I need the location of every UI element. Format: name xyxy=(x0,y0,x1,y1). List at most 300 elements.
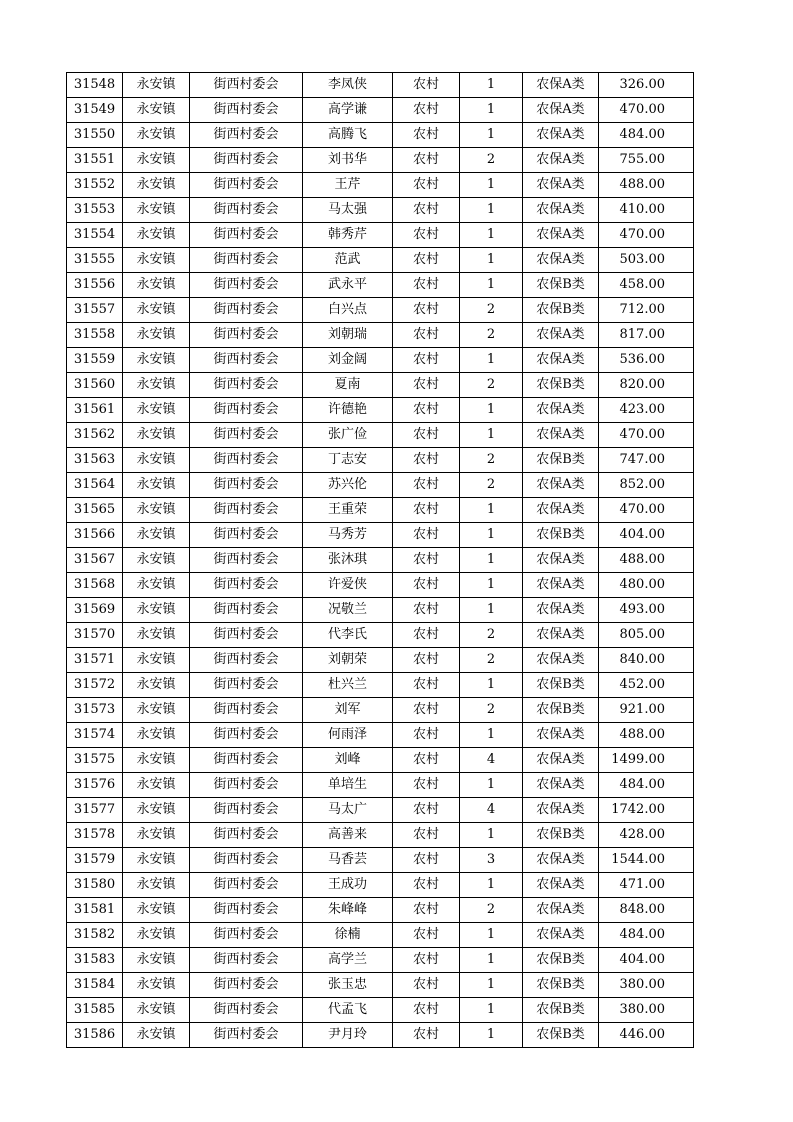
household-type-cell: 农村 xyxy=(393,373,460,398)
amount-cell: 470.00 xyxy=(599,223,694,248)
household-type-cell: 农村 xyxy=(393,948,460,973)
household-type-cell: 农村 xyxy=(393,623,460,648)
insurance-category-cell: 农保B类 xyxy=(523,673,599,698)
village-committee-cell: 街西村委会 xyxy=(190,648,303,673)
household-type-cell: 农村 xyxy=(393,173,460,198)
serial-number-cell: 31575 xyxy=(67,748,123,773)
amount-cell: 470.00 xyxy=(599,498,694,523)
town-cell: 永安镇 xyxy=(123,298,190,323)
table-row xyxy=(67,473,694,498)
amount-cell: 404.00 xyxy=(599,523,694,548)
amount-cell: 747.00 xyxy=(599,448,694,473)
insurance-category-cell: 农保A类 xyxy=(523,98,599,123)
town-cell: 永安镇 xyxy=(123,673,190,698)
table-row xyxy=(67,198,694,223)
person-name-cell: 白兴点 xyxy=(303,298,393,323)
table-row xyxy=(67,423,694,448)
table-row xyxy=(67,98,694,123)
village-committee-cell: 街西村委会 xyxy=(190,1023,303,1048)
insurance-category-cell: 农保B类 xyxy=(523,373,599,398)
household-type-cell: 农村 xyxy=(393,198,460,223)
amount-cell: 1499.00 xyxy=(599,748,694,773)
person-count-cell: 1 xyxy=(460,998,523,1023)
serial-number-cell: 31563 xyxy=(67,448,123,473)
town-cell: 永安镇 xyxy=(123,448,190,473)
village-committee-cell: 街西村委会 xyxy=(190,898,303,923)
village-committee-cell: 街西村委会 xyxy=(190,448,303,473)
village-committee-cell: 街西村委会 xyxy=(190,823,303,848)
person-name-cell: 范武 xyxy=(303,248,393,273)
insurance-category-cell: 农保A类 xyxy=(523,898,599,923)
amount-cell: 852.00 xyxy=(599,473,694,498)
amount-cell: 1742.00 xyxy=(599,798,694,823)
insurance-category-cell: 农保A类 xyxy=(523,773,599,798)
table-row xyxy=(67,823,694,848)
person-name-cell: 丁志安 xyxy=(303,448,393,473)
amount-cell: 470.00 xyxy=(599,423,694,448)
amount-cell: 484.00 xyxy=(599,923,694,948)
person-count-cell: 2 xyxy=(460,298,523,323)
serial-number-cell: 31558 xyxy=(67,323,123,348)
town-cell: 永安镇 xyxy=(123,273,190,298)
household-type-cell: 农村 xyxy=(393,648,460,673)
village-committee-cell: 街西村委会 xyxy=(190,698,303,723)
person-name-cell: 代孟飞 xyxy=(303,998,393,1023)
table-row xyxy=(67,723,694,748)
village-committee-cell: 街西村委会 xyxy=(190,998,303,1023)
village-committee-cell: 街西村委会 xyxy=(190,598,303,623)
insurance-category-cell: 农保A类 xyxy=(523,398,599,423)
household-type-cell: 农村 xyxy=(393,298,460,323)
village-committee-cell: 街西村委会 xyxy=(190,198,303,223)
table-row xyxy=(67,348,694,373)
person-count-cell: 1 xyxy=(460,198,523,223)
person-count-cell: 1 xyxy=(460,673,523,698)
town-cell: 永安镇 xyxy=(123,73,190,98)
amount-cell: 471.00 xyxy=(599,873,694,898)
person-count-cell: 1 xyxy=(460,873,523,898)
amount-cell: 484.00 xyxy=(599,773,694,798)
serial-number-cell: 31565 xyxy=(67,498,123,523)
insurance-category-cell: 农保B类 xyxy=(523,823,599,848)
village-committee-cell: 街西村委会 xyxy=(190,848,303,873)
person-count-cell: 2 xyxy=(460,898,523,923)
table-row xyxy=(67,598,694,623)
person-count-cell: 1 xyxy=(460,1023,523,1048)
village-committee-cell: 街西村委会 xyxy=(190,348,303,373)
person-count-cell: 1 xyxy=(460,823,523,848)
household-type-cell: 农村 xyxy=(393,1023,460,1048)
person-name-cell: 刘峰 xyxy=(303,748,393,773)
person-count-cell: 1 xyxy=(460,348,523,373)
table-body xyxy=(67,73,694,1048)
amount-cell: 805.00 xyxy=(599,623,694,648)
insurance-category-cell: 农保A类 xyxy=(523,723,599,748)
relief-roster-table xyxy=(66,72,694,1048)
person-name-cell: 李凤侠 xyxy=(303,73,393,98)
town-cell: 永安镇 xyxy=(123,398,190,423)
amount-cell: 458.00 xyxy=(599,273,694,298)
amount-cell: 536.00 xyxy=(599,348,694,373)
person-count-cell: 1 xyxy=(460,923,523,948)
town-cell: 永安镇 xyxy=(123,498,190,523)
household-type-cell: 农村 xyxy=(393,923,460,948)
person-count-cell: 2 xyxy=(460,648,523,673)
household-type-cell: 农村 xyxy=(393,498,460,523)
person-name-cell: 刘朝荣 xyxy=(303,648,393,673)
person-name-cell: 高善来 xyxy=(303,823,393,848)
amount-cell: 380.00 xyxy=(599,998,694,1023)
serial-number-cell: 31564 xyxy=(67,473,123,498)
household-type-cell: 农村 xyxy=(393,573,460,598)
table-row xyxy=(67,123,694,148)
serial-number-cell: 31549 xyxy=(67,98,123,123)
household-type-cell: 农村 xyxy=(393,248,460,273)
village-committee-cell: 街西村委会 xyxy=(190,423,303,448)
table-row xyxy=(67,223,694,248)
insurance-category-cell: 农保B类 xyxy=(523,448,599,473)
town-cell: 永安镇 xyxy=(123,473,190,498)
village-committee-cell: 街西村委会 xyxy=(190,173,303,198)
village-committee-cell: 街西村委会 xyxy=(190,148,303,173)
town-cell: 永安镇 xyxy=(123,198,190,223)
insurance-category-cell: 农保A类 xyxy=(523,748,599,773)
person-count-cell: 1 xyxy=(460,173,523,198)
serial-number-cell: 31557 xyxy=(67,298,123,323)
table-row xyxy=(67,373,694,398)
insurance-category-cell: 农保A类 xyxy=(523,223,599,248)
town-cell: 永安镇 xyxy=(123,1023,190,1048)
amount-cell: 423.00 xyxy=(599,398,694,423)
village-committee-cell: 街西村委会 xyxy=(190,948,303,973)
village-committee-cell: 街西村委会 xyxy=(190,623,303,648)
serial-number-cell: 31579 xyxy=(67,848,123,873)
table-row xyxy=(67,973,694,998)
insurance-category-cell: 农保B类 xyxy=(523,998,599,1023)
town-cell: 永安镇 xyxy=(123,798,190,823)
person-count-cell: 2 xyxy=(460,623,523,648)
insurance-category-cell: 农保A类 xyxy=(523,498,599,523)
amount-cell: 488.00 xyxy=(599,723,694,748)
person-count-cell: 4 xyxy=(460,748,523,773)
person-count-cell: 1 xyxy=(460,598,523,623)
town-cell: 永安镇 xyxy=(123,98,190,123)
person-name-cell: 武永平 xyxy=(303,273,393,298)
village-committee-cell: 街西村委会 xyxy=(190,523,303,548)
serial-number-cell: 31584 xyxy=(67,973,123,998)
village-committee-cell: 街西村委会 xyxy=(190,773,303,798)
person-name-cell: 单培生 xyxy=(303,773,393,798)
person-name-cell: 朱峰峰 xyxy=(303,898,393,923)
town-cell: 永安镇 xyxy=(123,748,190,773)
village-committee-cell: 街西村委会 xyxy=(190,673,303,698)
village-committee-cell: 街西村委会 xyxy=(190,573,303,598)
insurance-category-cell: 农保A类 xyxy=(523,423,599,448)
household-type-cell: 农村 xyxy=(393,823,460,848)
person-count-cell: 4 xyxy=(460,798,523,823)
person-name-cell: 马秀芳 xyxy=(303,523,393,548)
person-count-cell: 1 xyxy=(460,223,523,248)
person-name-cell: 代李氏 xyxy=(303,623,393,648)
insurance-category-cell: 农保A类 xyxy=(523,648,599,673)
person-name-cell: 高学谦 xyxy=(303,98,393,123)
person-name-cell: 刘朝瑞 xyxy=(303,323,393,348)
person-name-cell: 张沐琪 xyxy=(303,548,393,573)
insurance-category-cell: 农保B类 xyxy=(523,948,599,973)
serial-number-cell: 31583 xyxy=(67,948,123,973)
serial-number-cell: 31562 xyxy=(67,423,123,448)
table-row xyxy=(67,523,694,548)
person-count-cell: 1 xyxy=(460,73,523,98)
insurance-category-cell: 农保A类 xyxy=(523,798,599,823)
amount-cell: 484.00 xyxy=(599,123,694,148)
amount-cell: 488.00 xyxy=(599,173,694,198)
household-type-cell: 农村 xyxy=(393,523,460,548)
insurance-category-cell: 农保B类 xyxy=(523,523,599,548)
insurance-category-cell: 农保A类 xyxy=(523,148,599,173)
insurance-category-cell: 农保A类 xyxy=(523,848,599,873)
person-name-cell: 夏南 xyxy=(303,373,393,398)
serial-number-cell: 31560 xyxy=(67,373,123,398)
insurance-category-cell: 农保A类 xyxy=(523,173,599,198)
household-type-cell: 农村 xyxy=(393,973,460,998)
table-row xyxy=(67,148,694,173)
person-name-cell: 韩秀芹 xyxy=(303,223,393,248)
table-row xyxy=(67,798,694,823)
village-committee-cell: 街西村委会 xyxy=(190,73,303,98)
household-type-cell: 农村 xyxy=(393,698,460,723)
person-name-cell: 高腾飞 xyxy=(303,123,393,148)
person-name-cell: 高学兰 xyxy=(303,948,393,973)
amount-cell: 848.00 xyxy=(599,898,694,923)
table-row xyxy=(67,873,694,898)
town-cell: 永安镇 xyxy=(123,823,190,848)
serial-number-cell: 31586 xyxy=(67,1023,123,1048)
table-row xyxy=(67,448,694,473)
person-count-cell: 2 xyxy=(460,373,523,398)
serial-number-cell: 31582 xyxy=(67,923,123,948)
town-cell: 永安镇 xyxy=(123,248,190,273)
serial-number-cell: 31571 xyxy=(67,648,123,673)
serial-number-cell: 31567 xyxy=(67,548,123,573)
village-committee-cell: 街西村委会 xyxy=(190,323,303,348)
serial-number-cell: 31559 xyxy=(67,348,123,373)
person-count-cell: 1 xyxy=(460,723,523,748)
person-name-cell: 徐楠 xyxy=(303,923,393,948)
town-cell: 永安镇 xyxy=(123,723,190,748)
town-cell: 永安镇 xyxy=(123,323,190,348)
household-type-cell: 农村 xyxy=(393,323,460,348)
household-type-cell: 农村 xyxy=(393,748,460,773)
town-cell: 永安镇 xyxy=(123,348,190,373)
town-cell: 永安镇 xyxy=(123,873,190,898)
person-count-cell: 1 xyxy=(460,548,523,573)
town-cell: 永安镇 xyxy=(123,548,190,573)
person-name-cell: 马太强 xyxy=(303,198,393,223)
person-name-cell: 杜兴兰 xyxy=(303,673,393,698)
insurance-category-cell: 农保A类 xyxy=(523,348,599,373)
town-cell: 永安镇 xyxy=(123,148,190,173)
household-type-cell: 农村 xyxy=(393,273,460,298)
person-name-cell: 刘军 xyxy=(303,698,393,723)
amount-cell: 488.00 xyxy=(599,548,694,573)
table-row xyxy=(67,73,694,98)
amount-cell: 820.00 xyxy=(599,373,694,398)
town-cell: 永安镇 xyxy=(123,523,190,548)
amount-cell: 326.00 xyxy=(599,73,694,98)
serial-number-cell: 31555 xyxy=(67,248,123,273)
village-committee-cell: 街西村委会 xyxy=(190,798,303,823)
person-count-cell: 2 xyxy=(460,448,523,473)
insurance-category-cell: 农保A类 xyxy=(523,198,599,223)
town-cell: 永安镇 xyxy=(123,923,190,948)
village-committee-cell: 街西村委会 xyxy=(190,123,303,148)
person-count-cell: 3 xyxy=(460,848,523,873)
person-count-cell: 1 xyxy=(460,523,523,548)
household-type-cell: 农村 xyxy=(393,423,460,448)
amount-cell: 410.00 xyxy=(599,198,694,223)
person-name-cell: 尹月玲 xyxy=(303,1023,393,1048)
insurance-category-cell: 农保A类 xyxy=(523,548,599,573)
person-name-cell: 许德艳 xyxy=(303,398,393,423)
table-row xyxy=(67,173,694,198)
household-type-cell: 农村 xyxy=(393,898,460,923)
insurance-category-cell: 农保A类 xyxy=(523,598,599,623)
person-count-cell: 1 xyxy=(460,248,523,273)
amount-cell: 921.00 xyxy=(599,698,694,723)
serial-number-cell: 31573 xyxy=(67,698,123,723)
town-cell: 永安镇 xyxy=(123,423,190,448)
serial-number-cell: 31577 xyxy=(67,798,123,823)
person-count-cell: 2 xyxy=(460,323,523,348)
town-cell: 永安镇 xyxy=(123,598,190,623)
household-type-cell: 农村 xyxy=(393,848,460,873)
insurance-category-cell: 农保A类 xyxy=(523,73,599,98)
village-committee-cell: 街西村委会 xyxy=(190,223,303,248)
person-count-cell: 1 xyxy=(460,573,523,598)
amount-cell: 452.00 xyxy=(599,673,694,698)
serial-number-cell: 31550 xyxy=(67,123,123,148)
town-cell: 永安镇 xyxy=(123,698,190,723)
village-committee-cell: 街西村委会 xyxy=(190,923,303,948)
insurance-category-cell: 农保A类 xyxy=(523,873,599,898)
table-row xyxy=(67,298,694,323)
town-cell: 永安镇 xyxy=(123,998,190,1023)
amount-cell: 470.00 xyxy=(599,98,694,123)
household-type-cell: 农村 xyxy=(393,598,460,623)
serial-number-cell: 31580 xyxy=(67,873,123,898)
serial-number-cell: 31570 xyxy=(67,623,123,648)
insurance-category-cell: 农保A类 xyxy=(523,323,599,348)
serial-number-cell: 31568 xyxy=(67,573,123,598)
insurance-category-cell: 农保B类 xyxy=(523,298,599,323)
amount-cell: 493.00 xyxy=(599,598,694,623)
table-row xyxy=(67,648,694,673)
serial-number-cell: 31578 xyxy=(67,823,123,848)
insurance-category-cell: 农保B类 xyxy=(523,273,599,298)
table-row xyxy=(67,848,694,873)
household-type-cell: 农村 xyxy=(393,148,460,173)
town-cell: 永安镇 xyxy=(123,973,190,998)
village-committee-cell: 街西村委会 xyxy=(190,498,303,523)
household-type-cell: 农村 xyxy=(393,398,460,423)
person-count-cell: 1 xyxy=(460,98,523,123)
serial-number-cell: 31581 xyxy=(67,898,123,923)
village-committee-cell: 街西村委会 xyxy=(190,973,303,998)
insurance-category-cell: 农保A类 xyxy=(523,923,599,948)
insurance-category-cell: 农保A类 xyxy=(523,623,599,648)
serial-number-cell: 31569 xyxy=(67,598,123,623)
insurance-category-cell: 农保A类 xyxy=(523,573,599,598)
village-committee-cell: 街西村委会 xyxy=(190,273,303,298)
person-name-cell: 王芹 xyxy=(303,173,393,198)
amount-cell: 480.00 xyxy=(599,573,694,598)
household-type-cell: 农村 xyxy=(393,548,460,573)
town-cell: 永安镇 xyxy=(123,573,190,598)
insurance-category-cell: 农保A类 xyxy=(523,473,599,498)
village-committee-cell: 街西村委会 xyxy=(190,398,303,423)
person-count-cell: 1 xyxy=(460,973,523,998)
household-type-cell: 农村 xyxy=(393,448,460,473)
person-count-cell: 1 xyxy=(460,423,523,448)
insurance-category-cell: 农保A类 xyxy=(523,123,599,148)
village-committee-cell: 街西村委会 xyxy=(190,548,303,573)
table-row xyxy=(67,773,694,798)
household-type-cell: 农村 xyxy=(393,773,460,798)
insurance-category-cell: 农保B类 xyxy=(523,698,599,723)
person-count-cell: 2 xyxy=(460,698,523,723)
table-row xyxy=(67,548,694,573)
table-row xyxy=(67,948,694,973)
person-name-cell: 马太广 xyxy=(303,798,393,823)
village-committee-cell: 街西村委会 xyxy=(190,473,303,498)
person-count-cell: 1 xyxy=(460,398,523,423)
table-row xyxy=(67,623,694,648)
person-count-cell: 1 xyxy=(460,773,523,798)
household-type-cell: 农村 xyxy=(393,998,460,1023)
table-row xyxy=(67,273,694,298)
serial-number-cell: 31574 xyxy=(67,723,123,748)
person-count-cell: 1 xyxy=(460,498,523,523)
amount-cell: 428.00 xyxy=(599,823,694,848)
table-row xyxy=(67,498,694,523)
town-cell: 永安镇 xyxy=(123,848,190,873)
amount-cell: 380.00 xyxy=(599,973,694,998)
serial-number-cell: 31576 xyxy=(67,773,123,798)
person-count-cell: 2 xyxy=(460,148,523,173)
person-count-cell: 1 xyxy=(460,948,523,973)
serial-number-cell: 31552 xyxy=(67,173,123,198)
person-name-cell: 刘金阔 xyxy=(303,348,393,373)
table-row xyxy=(67,673,694,698)
table-row xyxy=(67,1023,694,1048)
serial-number-cell: 31553 xyxy=(67,198,123,223)
household-type-cell: 农村 xyxy=(393,873,460,898)
person-name-cell: 刘书华 xyxy=(303,148,393,173)
household-type-cell: 农村 xyxy=(393,223,460,248)
person-name-cell: 张玉忠 xyxy=(303,973,393,998)
serial-number-cell: 31554 xyxy=(67,223,123,248)
person-name-cell: 马香芸 xyxy=(303,848,393,873)
village-committee-cell: 街西村委会 xyxy=(190,98,303,123)
person-name-cell: 许爱侠 xyxy=(303,573,393,598)
town-cell: 永安镇 xyxy=(123,223,190,248)
household-type-cell: 农村 xyxy=(393,798,460,823)
person-name-cell: 况敬兰 xyxy=(303,598,393,623)
town-cell: 永安镇 xyxy=(123,623,190,648)
table-row xyxy=(67,323,694,348)
village-committee-cell: 街西村委会 xyxy=(190,248,303,273)
